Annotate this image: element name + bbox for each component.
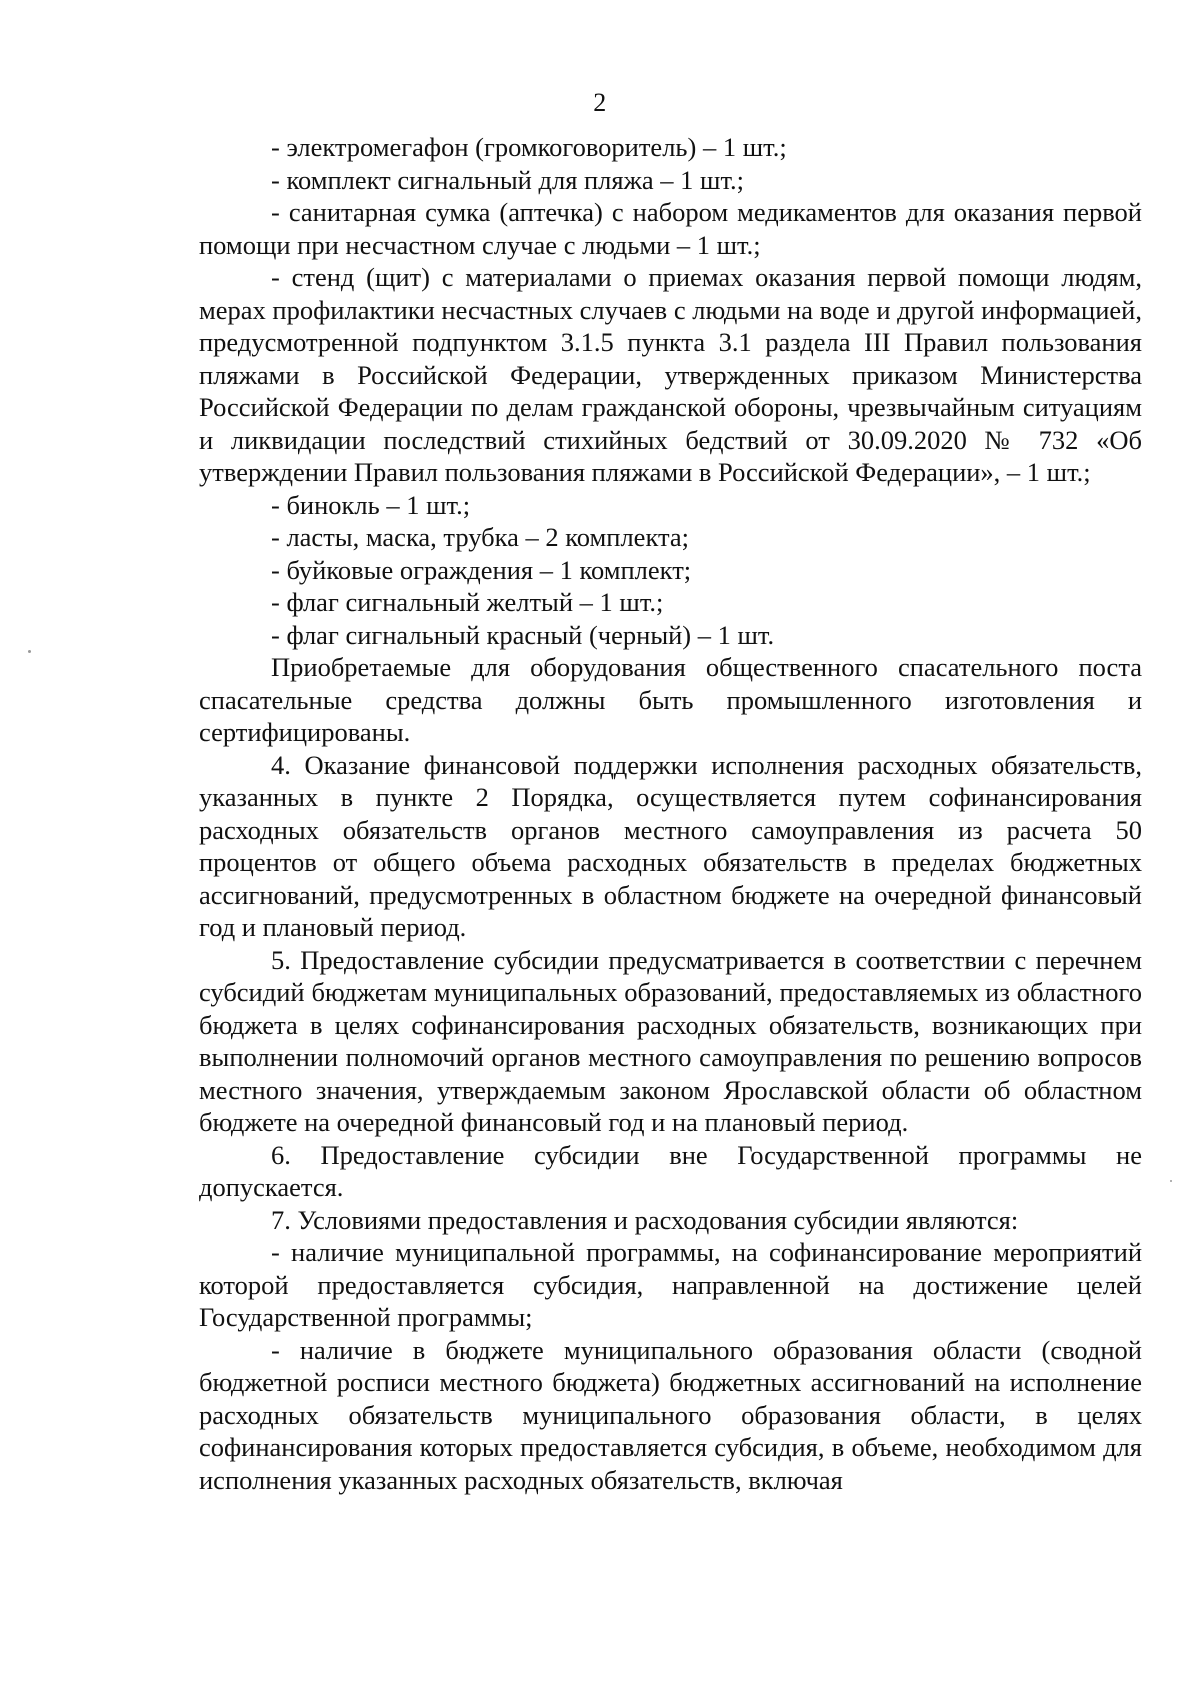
paragraph-list-item: - бинокль – 1 шт.; — [271, 489, 471, 520]
paragraph-rescue-equipment: Приобретаемые для оборудования общественного спасательного поста спасательные средства должны быть промышленного изготовления и сертифицированы. — [199, 652, 1142, 747]
scan-speck — [28, 650, 31, 653]
paragraph-item-6: 6. Предоставление субсидии вне Государственной программы не допускается. — [199, 1139, 1142, 1202]
page-number: 2 — [593, 88, 607, 117]
document-body — [199, 131, 1142, 1496]
paragraph-condition: - наличие в бюджете муниципального образования области (сводной бюджетной росписи местного бюджета) бюджетных ассигнований на исполнение расходных обязательств муниципального образования области, в целях софинансирования которых предоставляется субсидия, в объеме, необходимом для исполнения указанных расходных обязательств, включая — [199, 1334, 1142, 1495]
paragraph-item-5: 5. Предоставление субсидии предусматривается в соответствии с перечнем субсидий бюджетам муниципальных образований, предоставляемых из областного бюджета в целях софинансирования расходных обязательств, возникающих при выполнении полномочий органов местного самоуправления по решению вопросов местного значения, утверждаемым законом Ярославской области об областном бюджете на очередной финансовый год и на плановый период. — [199, 944, 1142, 1137]
paragraph-list-item: - электромегафон (громкоговоритель) – 1 шт.; — [271, 132, 787, 162]
paragraph-list-item: - санитарная сумка (аптечка) с набором медикаментов для оказания первой помощи при несчастном случае с людьми – 1 шт.; — [199, 197, 1142, 260]
paragraph-list-item: - флаг сигнальный желтый – 1 шт.; — [271, 587, 664, 617]
paragraph-condition: - наличие муниципальной программы, на софинансирование мероприятий которой предоставляется субсидия, направленной на достижение целей Государственной программы; — [199, 1237, 1142, 1332]
paragraph-list-item: - ласты, маска, трубка – 2 комплекта; — [271, 522, 689, 552]
paragraph-item-4: 4. Оказание финансовой поддержки исполнения расходных обязательств, указанных в пункте 2 Порядка, осуществляется путем софинансирования расходных обязательств органов местного самоуправления из расчета 50 процентов от общего объема расходных обязательств в пределах бюджетных ассигнований, предусмотренных в областном бюджете на очередной финансовый год и плановый период. — [199, 749, 1142, 942]
scan-speck — [1170, 1180, 1172, 1182]
paragraph-item-7: 7. Условиями предоставления и расходования субсидии являются: — [271, 1204, 1019, 1235]
paragraph-list-item: - стенд (щит) с материалами о приемах оказания первой помощи людям, мерах профилактики несчастных случаев с людьми на воде и другой информацией, предусмотренной подпунктом 3.1.5 пункта 3.1 раздела III Правил пользования пляжами в Российской Федерации, утвержденных приказом Министерства Российской Федерации по делам гражданской обороны, чрезвычайным ситуациям и ликвидации последствий стихийных бедствий от 30.09.2020 № 732 «Об утверждении Правил пользования пляжами в Российской Федерации», – 1 шт.; — [199, 262, 1142, 487]
paragraph-list-item: - буйковые ограждения – 1 комплект; — [271, 554, 692, 585]
paragraph-list-item: - флаг сигнальный красный (черный) – 1 шт. — [271, 619, 775, 650]
paragraph-list-item: - комплект сигнальный для пляжа – 1 шт.; — [271, 164, 745, 195]
